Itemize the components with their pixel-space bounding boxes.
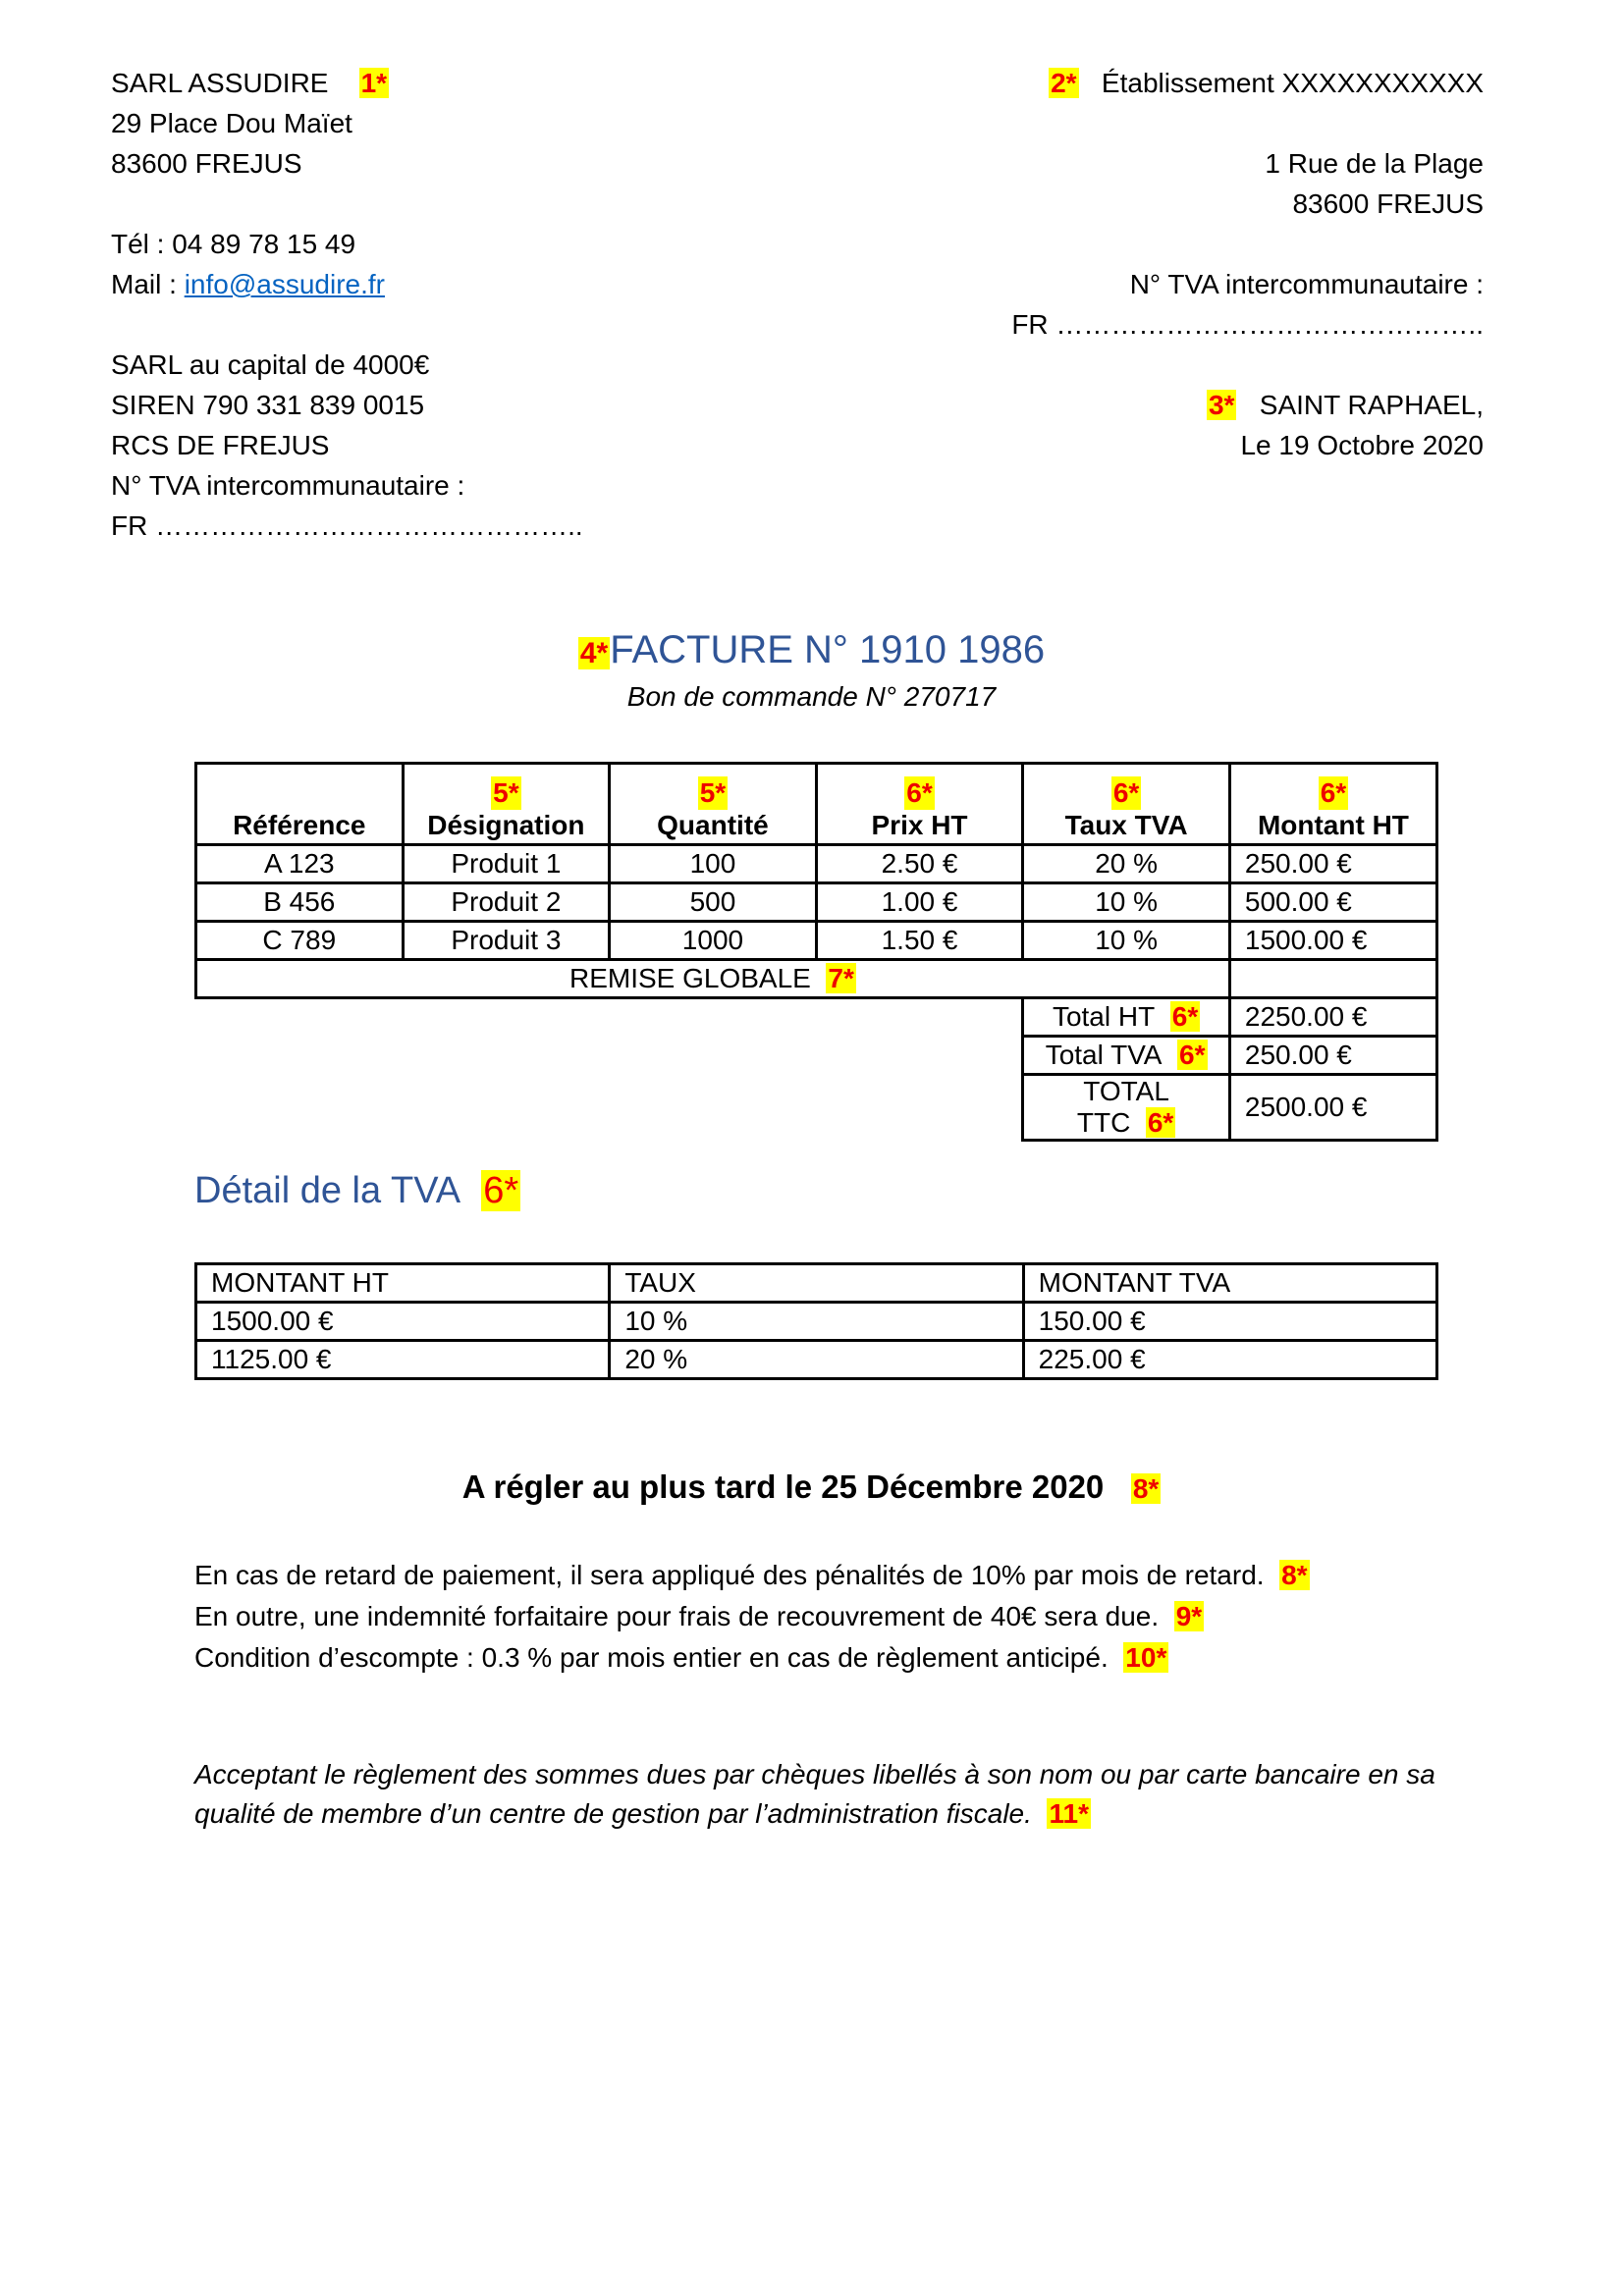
recipient-vat-value: FR ………………………………………..: [1011, 309, 1484, 340]
cell-amount: 500.00 €: [1229, 883, 1436, 922]
payment-due-line: [0, 1468, 1623, 1506]
cell-vat-rate: 20 %: [1023, 845, 1230, 883]
invoice-title-line: [0, 628, 1623, 672]
cell-unit-price: 1.50 €: [816, 922, 1023, 960]
total-ttc-value: 2500.00 €: [1229, 1075, 1436, 1141]
annotation-marker: 4*: [579, 637, 609, 669]
vat-detail-title: Détail de la TVA: [194, 1170, 461, 1211]
cell-designation: Produit 3: [403, 922, 610, 960]
vat-detail-table: [194, 1262, 1438, 1380]
annotation-marker: 10*: [1125, 1642, 1167, 1673]
items-table: [194, 762, 1438, 1142]
place-city: SAINT RAPHAEL,: [1259, 390, 1484, 420]
annotation-marker: 6*: [1171, 1001, 1199, 1032]
total-tva-label: Total TVA 6*: [1023, 1037, 1230, 1075]
vat-cell-rate: 20 %: [610, 1341, 1023, 1379]
annotation-marker: 8*: [1281, 1560, 1308, 1590]
vat-table-header: [196, 1264, 1437, 1303]
annotation-marker: 6*: [1147, 1107, 1174, 1138]
vat-header-rate: TAUX: [610, 1264, 1023, 1303]
column-header-reference: Référence: [196, 764, 404, 845]
total-ht-label: Total HT 6*: [1023, 998, 1230, 1037]
sender-phone: Tél : 04 89 78 15 49: [111, 229, 356, 259]
annotation-marker: 6*: [1320, 777, 1347, 808]
vat-cell-amount-tva: 150.00 €: [1023, 1303, 1436, 1341]
annotation-marker: 3*: [1208, 390, 1235, 420]
cell-amount: 250.00 €: [1229, 845, 1436, 883]
invoice-date: Le 19 Octobre 2020: [1240, 430, 1484, 460]
items-table-header: [196, 764, 1437, 845]
column-header-designation: 5* Désignation: [403, 764, 610, 845]
sender-block: [111, 63, 583, 546]
acceptance-statement: [194, 1755, 1435, 1834]
annotation-marker: 9*: [1175, 1601, 1203, 1631]
cell-reference: B 456: [196, 883, 404, 922]
condition-recovery-fee: En outre, une indemnité forfaitaire pour frais de recouvrement de 40€ sera due. 9*: [194, 1601, 1203, 1631]
cell-quantity: 100: [610, 845, 817, 883]
total-row-ttc: [196, 1075, 1437, 1141]
total-row-ht: [196, 998, 1437, 1037]
table-row: [196, 1303, 1437, 1341]
annotation-marker: 5*: [699, 777, 727, 808]
annotation-marker: 5*: [493, 777, 519, 808]
cell-unit-price: 1.00 €: [816, 883, 1023, 922]
place-line: [1011, 385, 1484, 425]
sender-vat-value: FR ………………………………………..: [111, 510, 583, 541]
vat-header-amount-ht: MONTANT HT: [196, 1264, 610, 1303]
vat-cell-amount-ht: 1500.00 €: [196, 1303, 610, 1341]
table-row: [196, 845, 1437, 883]
discount-row: [196, 960, 1437, 998]
annotation-marker: 6*: [906, 777, 933, 808]
sender-mail-label: Mail :: [111, 269, 185, 299]
annotation-marker: 1*: [360, 68, 388, 98]
cell-vat-rate: 10 %: [1023, 922, 1230, 960]
vat-cell-amount-tva: 225.00 €: [1023, 1341, 1436, 1379]
sender-address-1: 29 Place Dou Maïet: [111, 108, 352, 138]
recipient-block: [1011, 63, 1484, 465]
purchase-order-number: Bon de commande N° 270717: [626, 681, 997, 712]
vat-header-amount-tva: MONTANT TVA: [1023, 1264, 1436, 1303]
total-ht-value: 2250.00 €: [1229, 998, 1436, 1037]
cell-vat-rate: 10 %: [1023, 883, 1230, 922]
annotation-marker: 8*: [1132, 1473, 1160, 1504]
sender-name-line: [111, 63, 583, 103]
cell-reference: A 123: [196, 845, 404, 883]
recipient-name-line: [1011, 63, 1484, 103]
total-row-tva: [196, 1037, 1437, 1075]
annotation-marker: 6*: [483, 1170, 519, 1211]
condition-discount: Condition d’escompte : 0.3 % par mois entier en cas de règlement anticipé. 10*: [194, 1642, 1167, 1673]
cell-amount: 1500.00 €: [1229, 922, 1436, 960]
sender-address-2: 83600 FREJUS: [111, 148, 302, 179]
vat-cell-rate: 10 %: [610, 1303, 1023, 1341]
recipient-address-1: 1 Rue de la Plage: [1265, 148, 1484, 179]
vat-detail-heading: [194, 1170, 520, 1212]
sender-rcs: RCS DE FREJUS: [111, 430, 330, 460]
cell-quantity: 500: [610, 883, 817, 922]
cell-reference: C 789: [196, 922, 404, 960]
discount-value: [1229, 960, 1436, 998]
sender-siren: SIREN 790 331 839 0015: [111, 390, 425, 420]
cell-unit-price: 2.50 €: [816, 845, 1023, 883]
sender-mail-link[interactable]: info@assudire.fr: [184, 269, 385, 299]
column-header-vat-rate: 6* Taux TVA: [1023, 764, 1230, 845]
annotation-marker: 2*: [1051, 68, 1077, 98]
column-header-quantity: 5* Quantité: [610, 764, 817, 845]
cell-designation: Produit 1: [403, 845, 610, 883]
sender-vat-label: N° TVA intercommunautaire :: [111, 470, 465, 501]
cell-designation: Produit 2: [403, 883, 610, 922]
sender-capital: SARL au capital de 4000€: [111, 349, 430, 380]
payment-due-text: A régler au plus tard le 25 Décembre 2020: [461, 1468, 1105, 1505]
recipient-name: Établissement XXXXXXXXXXX: [1101, 68, 1484, 98]
cell-quantity: 1000: [610, 922, 817, 960]
discount-label-cell: [196, 960, 1230, 998]
sender-name: SARL ASSUDIRE: [111, 68, 329, 98]
column-header-unit-price: 6* Prix HT: [816, 764, 1023, 845]
recipient-address-2: 83600 FREJUS: [1292, 188, 1484, 219]
total-tva-value: 250.00 €: [1229, 1037, 1436, 1075]
total-ttc-label: TOTAL TTC 6*: [1023, 1075, 1230, 1141]
sender-mail-line: [111, 264, 583, 304]
payment-conditions: [194, 1555, 1310, 1679]
annotation-marker: 7*: [828, 963, 854, 993]
acceptance-line-1: Acceptant le règlement des sommes dues par chèques libellés à son nom ou par carte bancaire en sa: [194, 1759, 1435, 1789]
recipient-vat-label: N° TVA intercommunautaire :: [1129, 269, 1484, 299]
annotation-marker: 11*: [1049, 1798, 1089, 1829]
discount-label: REMISE GLOBALE: [568, 963, 811, 993]
annotation-marker: 6*: [1179, 1040, 1206, 1070]
table-row: [196, 922, 1437, 960]
column-header-amount: 6* Montant HT: [1229, 764, 1436, 845]
vat-cell-amount-ht: 1125.00 €: [196, 1341, 610, 1379]
acceptance-line-2: qualité de membre d’un centre de gestion par l’administration fiscale. 11*: [194, 1798, 1089, 1829]
table-row: [196, 1341, 1437, 1379]
annotation-marker: 6*: [1112, 777, 1140, 808]
table-row: [196, 883, 1437, 922]
condition-late-penalty: En cas de retard de paiement, il sera appliqué des pénalités de 10% par mois de retard. 8*: [194, 1560, 1308, 1590]
invoice-title: FACTURE N° 1910 1986: [610, 628, 1046, 671]
